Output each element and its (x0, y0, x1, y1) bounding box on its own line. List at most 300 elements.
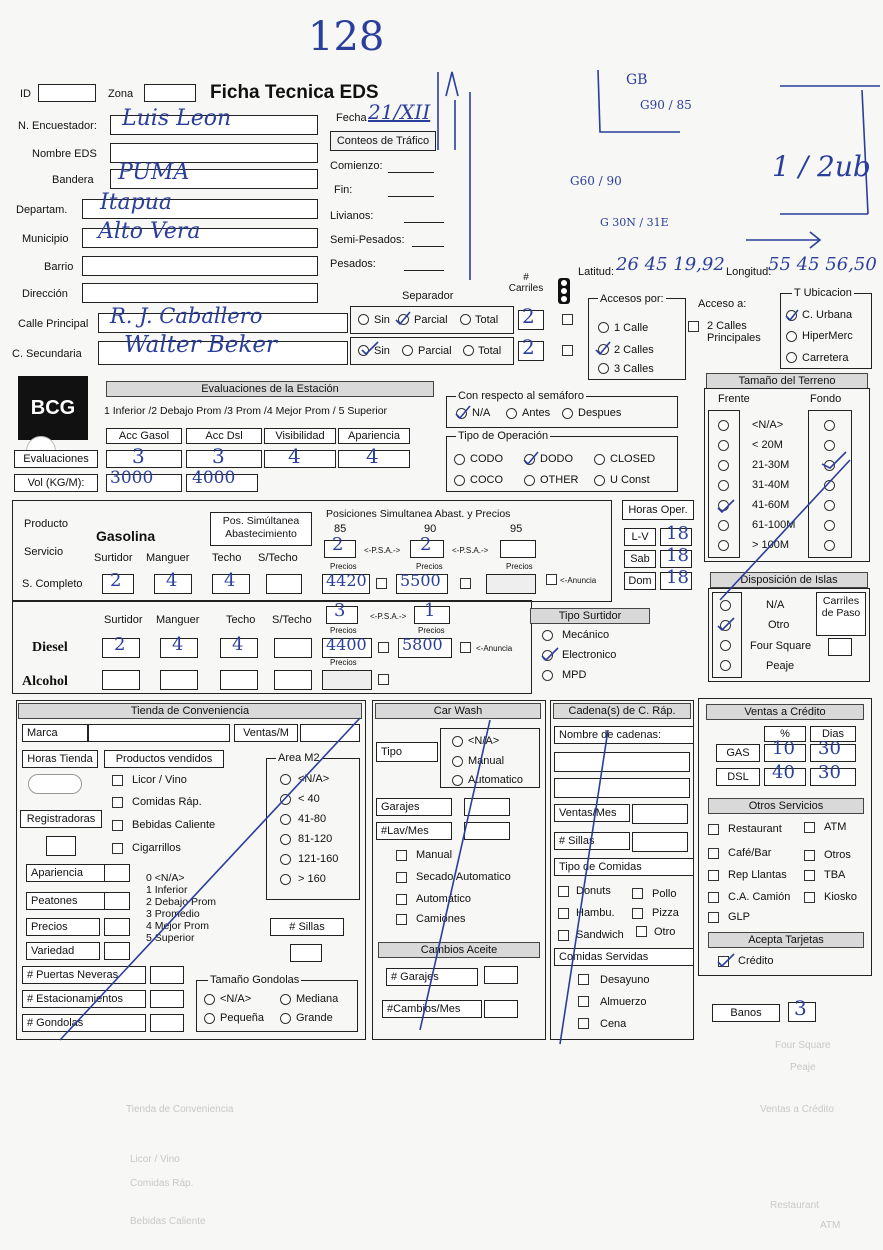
carwash-auto-radio[interactable] (452, 775, 463, 786)
sillas-tienda-label: # Sillas (270, 918, 344, 936)
semaforo-principal-checkbox[interactable] (562, 314, 573, 325)
horas-day-value: 18 (666, 545, 689, 566)
banos-value: 3 (794, 996, 807, 1020)
operacion-option-label: COCO (470, 474, 503, 486)
producto-item-label: Bebidas Caliente (132, 819, 216, 831)
estacionamientos-field[interactable] (150, 990, 184, 1008)
otro-servicio-checkbox[interactable] (708, 824, 719, 835)
acc-gasol-value: 3 (132, 444, 145, 468)
bcg-logo: BCG (18, 376, 88, 440)
diesel-stecho-field[interactable] (274, 638, 312, 658)
area-radio[interactable] (280, 774, 291, 785)
fecha-value: 21/XII (368, 100, 431, 124)
accesos-label: Accesos por: (600, 293, 664, 305)
parcial-radio[interactable] (402, 345, 413, 356)
traffic-light-icon (558, 278, 570, 304)
scompleto-label: S. Completo (22, 578, 83, 590)
frente-radio[interactable] (718, 460, 729, 471)
alcohol-price-field[interactable] (322, 670, 372, 690)
fondo-radio[interactable] (824, 420, 835, 431)
semaforo-despues-radio[interactable] (562, 408, 573, 419)
producto-label: Producto (24, 518, 69, 530)
fondo-radio[interactable] (824, 520, 835, 531)
cadena-ventas-label: Ventas/Mes (554, 804, 630, 822)
garajes-label: Garajes (376, 798, 452, 816)
acceso-2-calles-radio[interactable] (598, 344, 609, 355)
bleed-text: Bebidas Caliente (130, 1216, 206, 1227)
banos-label: Banos (712, 1004, 780, 1022)
terreno-option-label: 41-60M (752, 499, 790, 511)
aceite-garajes-field[interactable] (484, 966, 518, 984)
carwash-option-label: <N/A> (468, 735, 500, 747)
bleed-text: Tienda de Conveniencia (126, 1104, 234, 1115)
terreno-option-label: 31-40M (752, 479, 790, 491)
municipio-value: Alto Vera (98, 219, 201, 244)
col-header: Manguer (146, 552, 190, 564)
psa-95-field[interactable] (500, 540, 536, 558)
octano-label: 90 (424, 523, 437, 535)
almuerzo-checkbox[interactable] (578, 996, 589, 1007)
area-radio[interactable] (280, 834, 291, 845)
gas-85-price-value: 4420 (326, 571, 367, 590)
servicio-label: Servicio (24, 546, 64, 558)
islas-four-square-radio[interactable] (720, 640, 731, 651)
gas-dias-value: 30 (818, 738, 841, 759)
alcohol-surtidor-field[interactable] (102, 670, 140, 690)
carriles-paso-field[interactable] (828, 638, 852, 656)
psa-90-value: 2 (420, 534, 432, 555)
credito-checkbox[interactable] (718, 956, 729, 967)
gondolas-na-radio[interactable] (204, 994, 215, 1005)
frente-radio[interactable] (718, 420, 729, 431)
anuncia-90-checkbox[interactable] (460, 578, 471, 589)
acepta-tarjetas-header: Acepta Tarjetas (708, 932, 864, 948)
registradoras-label: Registradoras (20, 810, 102, 828)
otro-servicio-label: C.A. Camión (728, 891, 791, 903)
anuncia-label: <-Anuncia (476, 644, 513, 653)
gondolas-grande-radio[interactable] (280, 1013, 291, 1024)
gondolas-count-field[interactable] (150, 1014, 184, 1032)
islas-option-label: Otro (768, 619, 790, 631)
sillas-tienda-field[interactable] (290, 944, 322, 962)
fondo-radio[interactable] (824, 480, 835, 491)
carwash-check-label: Automático (416, 893, 472, 905)
sin-radio[interactable] (358, 345, 369, 356)
eval-row-label: Apariencia (26, 864, 106, 882)
semaforo-na-radio[interactable] (456, 408, 467, 419)
semaforo-option-label: Antes (522, 407, 551, 419)
area-radio[interactable] (280, 794, 291, 805)
id-field[interactable] (38, 84, 96, 102)
apariencia-tienda-field[interactable] (104, 864, 130, 882)
carriles-principal-value: 2 (522, 304, 535, 328)
u-const-radio[interactable] (594, 475, 605, 486)
precios-label: Precios (330, 658, 357, 667)
precios-label: Precios (506, 562, 533, 571)
area-radio[interactable] (280, 874, 291, 885)
horas-day-value: 18 (666, 523, 689, 544)
field-label: Municipio (22, 233, 69, 245)
pos-precios-label: Posiciones Simultanea Abast. y Precios (326, 508, 511, 520)
desayuno-checkbox[interactable] (578, 974, 589, 985)
carwash-tipo-label: Tipo (376, 742, 438, 762)
comidas-checkbox[interactable] (112, 797, 123, 808)
scale-list-item: 2 Debajo Prom (146, 896, 217, 908)
tienda-header: Tienda de Conveniencia (18, 703, 362, 719)
gondolas-option-label: Mediana (296, 993, 339, 1005)
electronico-radio[interactable] (542, 650, 553, 661)
direccion-field[interactable] (82, 283, 318, 303)
vol-label: Vol (KG/M): (14, 474, 98, 492)
precios-label: Precios (330, 562, 357, 571)
ink-bracket (438, 72, 470, 280)
sin-radio[interactable] (358, 314, 369, 325)
dodo-radio[interactable] (524, 454, 535, 465)
cadena-sillas-field[interactable] (632, 832, 688, 852)
marca-field[interactable] (88, 724, 230, 742)
diesel-price-value: 4400 (326, 635, 367, 654)
zona-label: Zona (108, 88, 134, 100)
otro-servicio-checkbox[interactable] (804, 850, 815, 861)
otro-comida-checkbox[interactable] (636, 926, 647, 937)
lav-mes-label: #Lav/Mes (376, 822, 452, 840)
conteos-trafico-button[interactable]: Conteos de Tráfico (330, 131, 436, 151)
barrio-field[interactable] (82, 256, 318, 276)
islas-otro-radio[interactable] (720, 620, 731, 631)
horas-day-label: L-V (624, 528, 656, 546)
acceso-option-label: 2 Calles (614, 344, 654, 356)
hipermerc-radio[interactable] (786, 331, 797, 342)
otro-servicio-checkbox[interactable] (708, 870, 719, 881)
departamento-value: Itapua (100, 190, 173, 215)
pollo-checkbox[interactable] (632, 888, 643, 899)
ventas-field[interactable] (300, 724, 360, 742)
operacion-option-label: DODO (540, 453, 573, 465)
fondo-radio[interactable] (824, 460, 835, 471)
licor-checkbox[interactable] (112, 775, 123, 786)
hambu-checkbox[interactable] (558, 908, 569, 919)
scale-list-item: 4 Mejor Prom (146, 920, 210, 932)
acceso-option-label: 3 Calles (614, 363, 654, 375)
ubicacion-option-label: Carretera (802, 352, 849, 364)
note-gb: GB (626, 72, 648, 88)
otro-servicio-checkbox[interactable] (708, 848, 719, 859)
operacion-option-label: OTHER (540, 474, 579, 486)
peatones-field[interactable] (104, 892, 130, 910)
otro-servicio-checkbox[interactable] (804, 892, 815, 903)
comidas-servidas-label: Comidas Servidas (554, 948, 694, 966)
terreno-option-label: > 100M (752, 539, 789, 551)
parcial-radio[interactable] (398, 314, 409, 325)
frente-radio[interactable] (718, 500, 729, 511)
carriles-label: # Carriles (508, 272, 544, 294)
longitud-label: Longitud: (726, 266, 772, 278)
otros-servicios-header: Otros Servicios (708, 798, 864, 814)
page-title: Ficha Tecnica EDS (210, 82, 379, 103)
field-label: Calle Principal (18, 318, 89, 330)
islas-na-radio[interactable] (720, 600, 731, 611)
operacion-label: Tipo de Operación (458, 430, 549, 442)
visibilidad-value: 4 (288, 444, 301, 468)
field-label: Departam. (16, 204, 68, 216)
productos-vendidos-label: Productos vendidos (104, 750, 224, 768)
nombre-cadenas-label: Nombre de cadenas: (554, 726, 694, 744)
islas-option-label: Four Square (750, 640, 812, 652)
bleed-text: Comidas Ráp. (130, 1178, 194, 1189)
diesel-anuncia2-checkbox[interactable] (460, 642, 471, 653)
gondolas-mediana-radio[interactable] (280, 994, 291, 1005)
acceso-option-label: 1 Calle (614, 322, 649, 334)
secado-checkbox[interactable] (396, 872, 407, 883)
anuncia-85-checkbox[interactable] (376, 578, 387, 589)
cigarrillos-checkbox[interactable] (112, 843, 123, 854)
zona-field[interactable] (144, 84, 196, 102)
surtidor-option-label: Mecánico (562, 629, 610, 641)
otro-servicio-checkbox[interactable] (804, 822, 815, 833)
dos-calles-principales-checkbox[interactable] (688, 321, 699, 332)
gas-manguer-value: 4 (166, 570, 178, 591)
puertas-field[interactable] (150, 966, 184, 984)
comida-label: Donuts (576, 885, 611, 897)
precios-label: Precios (416, 562, 443, 571)
tipo-surtidor-header: Tipo Surtidor (530, 608, 650, 624)
evaluaciones-scale: 1 Inferior /2 Debajo Prom /3 Prom /4 Mejor Prom / 5 Superior (104, 405, 388, 417)
scale-list-item: 1 Inferior (146, 884, 188, 896)
precios-label: Precios (418, 626, 445, 635)
separador-label: Separador (402, 290, 454, 302)
registradoras-field[interactable] (46, 836, 76, 856)
area-radio[interactable] (280, 814, 291, 825)
note-g60: G60 / 90 (570, 174, 622, 188)
alcohol-techo-field[interactable] (220, 670, 258, 690)
other-radio[interactable] (524, 475, 535, 486)
marca-label: Marca (22, 724, 88, 742)
carwash-check-label: Manual (416, 849, 453, 861)
horas-day-label: Sab (624, 550, 656, 568)
bleed-text: ATM (820, 1220, 841, 1231)
alcohol-manguer-field[interactable] (160, 670, 198, 690)
pizza-checkbox[interactable] (632, 908, 643, 919)
codo-radio[interactable] (454, 454, 465, 465)
horas-day-label: Dom (624, 572, 656, 590)
frente-radio[interactable] (718, 480, 729, 491)
fin-field[interactable] (388, 184, 434, 197)
terreno-option-label: 61-100M (752, 519, 796, 531)
gas-surtidor-value: 2 (110, 570, 122, 591)
pct-header: % (764, 726, 806, 742)
otro-servicio-checkbox[interactable] (708, 892, 719, 903)
donuts-checkbox[interactable] (558, 886, 569, 897)
islas-peaje-radio[interactable] (720, 660, 731, 671)
comienzo-label: Comienzo: (330, 160, 383, 172)
coco-radio[interactable] (454, 475, 465, 486)
col-header: Techo (212, 552, 242, 564)
comida-label: Sandwich (576, 929, 624, 941)
horas-toggle[interactable] (28, 774, 82, 794)
frente-radio[interactable] (718, 520, 729, 531)
carwash-check-label: Camiones (416, 913, 466, 925)
diesel-manguer-value: 4 (172, 634, 184, 655)
gondolas-size-label: Tamaño Gondolas (210, 974, 300, 986)
eval-row-label: Variedad (26, 942, 100, 960)
sandwich-checkbox[interactable] (558, 930, 569, 941)
carwash-manual-radio[interactable] (452, 756, 463, 767)
cambios-mes-label: #Cambios/Mes (382, 1000, 482, 1018)
col-header: Surtidor (94, 552, 133, 564)
ink-arrow (746, 232, 820, 248)
mecanico-radio[interactable] (542, 630, 553, 641)
otro-servicio-label: Rep Llantas (728, 869, 787, 881)
encuestador-value: Luis Leon (122, 106, 232, 131)
cadena-field-2[interactable] (554, 778, 690, 798)
fondo-radio[interactable] (824, 500, 835, 511)
carretera-radio[interactable] (786, 352, 797, 363)
garajes-field[interactable] (464, 798, 510, 816)
total-radio[interactable] (460, 314, 471, 325)
otro-servicio-label: Café/Bar (728, 847, 772, 859)
estacionamientos-label: # Estacionamientos (22, 990, 146, 1008)
c-urbana-radio[interactable] (786, 310, 797, 321)
semaforo-antes-radio[interactable] (506, 408, 517, 419)
automatico-checkbox[interactable] (396, 894, 407, 905)
camiones-checkbox[interactable] (396, 914, 407, 925)
precios-tienda-field[interactable] (104, 918, 130, 936)
apariencia-header: Apariencia (338, 428, 410, 444)
horas-tienda-label: Horas Tienda (22, 750, 98, 768)
vol-gas-value: 3000 (110, 468, 154, 488)
total-radio[interactable] (463, 345, 474, 356)
comida-label: Hambu. (576, 907, 615, 919)
surtidor-option-label: MPD (562, 669, 587, 681)
diesel-surtidor-value: 2 (114, 634, 126, 655)
frente-radio[interactable] (718, 540, 729, 551)
cadena-field-1[interactable] (554, 752, 690, 772)
gondolas-option-label: <N/A> (220, 993, 252, 1005)
gondolas-option-label: Pequeña (220, 1012, 265, 1024)
diesel-psa2-value: 1 (424, 600, 436, 621)
psa-label: <-P.S.A.-> (452, 546, 489, 555)
field-label: Dirección (22, 288, 68, 300)
area-m2-label: Area M2 (278, 752, 320, 764)
carwash-na-radio[interactable] (452, 736, 463, 747)
precios-label: Precios (330, 626, 357, 635)
variedad-field[interactable] (104, 942, 130, 960)
carwash-manual-checkbox[interactable] (396, 850, 407, 861)
alcohol-anuncia-checkbox[interactable] (378, 674, 389, 685)
comienzo-field[interactable] (388, 160, 434, 173)
scale-list-item: 0 <N/A> (146, 872, 185, 884)
cambios-mes-field[interactable] (484, 1000, 518, 1018)
calle-principal-value: R. J. Caballero (110, 304, 263, 328)
bebidas-checkbox[interactable] (112, 820, 123, 831)
otro-servicio-label: Restaurant (728, 823, 782, 835)
gondolas-pequena-radio[interactable] (204, 1013, 215, 1024)
otro-servicio-checkbox[interactable] (708, 912, 719, 923)
fondo-radio[interactable] (824, 440, 835, 451)
terreno-option-label: < 20M (752, 439, 783, 451)
diesel-anuncia-checkbox[interactable] (378, 642, 389, 653)
psa-85-value: 2 (332, 534, 344, 555)
frente-radio[interactable] (718, 440, 729, 451)
octano-label: 95 (510, 523, 523, 535)
field-label: Nombre EDS (32, 148, 97, 160)
lav-mes-field[interactable] (464, 822, 510, 840)
scale-list-item: 3 Promedio (146, 908, 200, 920)
acc-dsl-value: 3 (212, 444, 225, 468)
fondo-radio[interactable] (824, 540, 835, 551)
acceso-3-calles-radio[interactable] (598, 363, 609, 374)
semi-pesados-label: Semi-Pesados: (330, 234, 405, 246)
servida-label: Cena (600, 1018, 627, 1030)
gas-95-price-field[interactable] (486, 574, 536, 594)
producto-item-label: Comidas Ráp. (132, 796, 202, 808)
latitud-label: Latitud: (578, 266, 615, 278)
livianos-field[interactable] (404, 210, 444, 223)
semi-pesados-field[interactable] (412, 234, 444, 247)
total-label: Total (475, 314, 499, 326)
comida-label: Pizza (652, 907, 679, 919)
bleed-text: Four Square (775, 1040, 831, 1051)
longitud-value: 55 45 56,50 (768, 254, 877, 275)
area-option-label: <N/A> (298, 773, 330, 785)
carwash-option-label: Automatico (468, 774, 524, 786)
cadena-ventas-field[interactable] (632, 804, 688, 824)
anuncia-95-checkbox[interactable] (546, 574, 557, 585)
dos-calles-principales-label: 2 Calles Principales (707, 320, 761, 344)
col-header: S/Techo (258, 552, 298, 564)
semaforo-option-label: Despues (578, 407, 622, 419)
terreno-option-label: <N/A> (752, 419, 784, 431)
diesel-price2-value: 5800 (402, 635, 443, 654)
evaluaciones-row-label: Evaluaciones (14, 450, 98, 468)
acc-dsl-header: Acc Dsl (186, 428, 262, 444)
anuncia-label: <-Anuncia (560, 576, 597, 585)
comida-label: Otro (654, 926, 676, 938)
closed-radio[interactable] (594, 454, 605, 465)
cena-checkbox[interactable] (578, 1018, 589, 1029)
area-option-label: < 40 (298, 793, 320, 805)
frente-label: Frente (718, 393, 750, 405)
acceso-1-calle-radio[interactable] (598, 322, 609, 333)
area-option-label: 81-120 (298, 833, 333, 845)
fecha-label: Fecha (336, 112, 367, 124)
gas-techo-value: 4 (224, 570, 236, 591)
sin-label: Sin (374, 345, 390, 357)
mpd-radio[interactable] (542, 670, 553, 681)
ink-bracket-right (598, 70, 880, 214)
semaforo-secundaria-checkbox[interactable] (562, 345, 573, 356)
otro-servicio-label: Kiosko (824, 891, 858, 903)
carriles-secundaria-value: 2 (522, 335, 535, 359)
pesados-field[interactable] (404, 258, 444, 271)
alcohol-stecho-field[interactable] (274, 670, 312, 690)
calle-secundaria-value: Walter Beker (124, 332, 277, 358)
col-header: Surtidor (104, 614, 143, 626)
col-header: Manguer (156, 614, 200, 626)
vol-dsl-value: 4000 (192, 468, 236, 488)
gondolas-size-group (196, 980, 358, 1032)
servida-label: Almuerzo (600, 996, 647, 1008)
area-radio[interactable] (280, 854, 291, 865)
eval-row-label: Precios (26, 918, 100, 936)
dias-header: Dias (810, 726, 856, 742)
gas-stecho-field[interactable] (266, 574, 302, 594)
eval-row-label: Peatones (26, 892, 106, 910)
otro-servicio-checkbox[interactable] (804, 870, 815, 881)
operacion-option-label: U Const (610, 474, 650, 486)
operacion-option-label: CLOSED (610, 453, 656, 465)
otro-servicio-label: Otros (824, 849, 851, 861)
